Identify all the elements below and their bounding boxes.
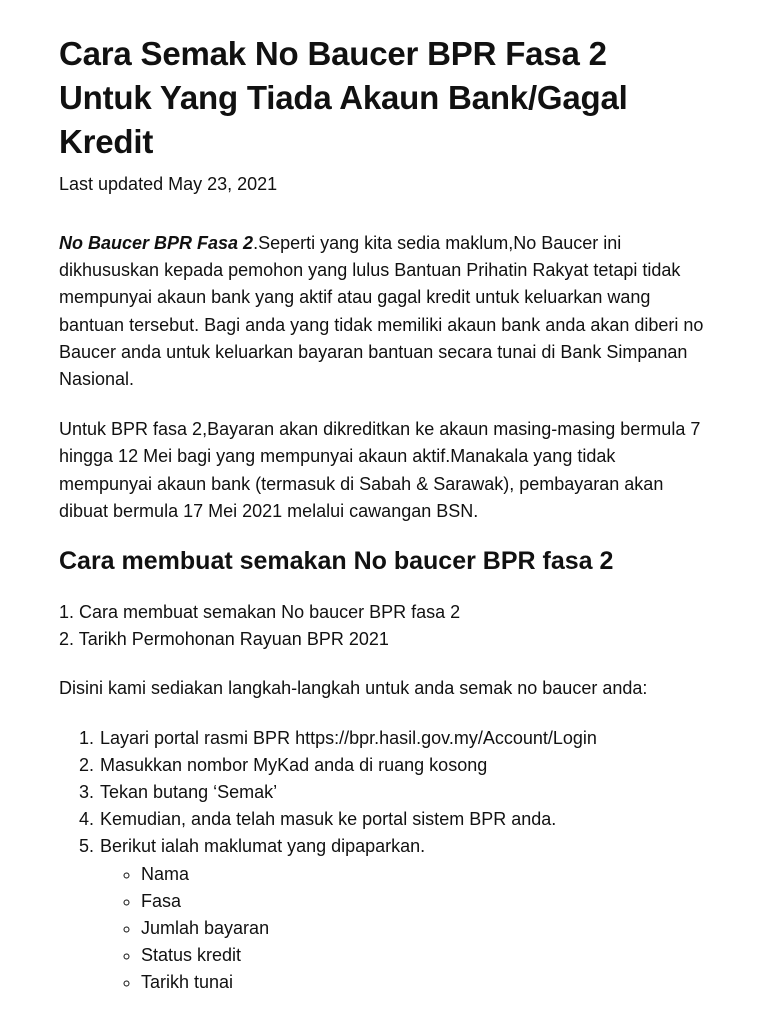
toc-item: 1. Cara membuat semakan No baucer BPR fasa 2 — [59, 602, 461, 623]
payment-paragraph: Untuk BPR fasa 2,Bayaran akan dikreditkan ke akaun masing-masing bermula 7 hingga 12 Mei bagi yang mempunyai akaun aktif.Manakala yang tidak mempunyai akaun bank (termasuk di Sabah & Sarawak), pembayaran akan dibuat bermula 17 Mei 2021 melalui cawangan BSN. — [59, 419, 701, 521]
steps-intro: Disini kami sediakan langkah-langkah untuk anda semak no baucer anda: — [59, 678, 648, 699]
intro-bold-phrase: No Baucer BPR Fasa 2 — [59, 233, 254, 253]
section-heading: Cara membuat semakan No baucer BPR fasa 2 — [59, 547, 614, 576]
sub-item: ◦ Nama — [141, 861, 708, 888]
step-item — [99, 752, 708, 779]
step-text: Berikut ialah maklumat yang dipaparkan. — [100, 836, 426, 857]
sub-item: ◦ Fasa — [141, 888, 708, 915]
intro-paragraph-text: .Seperti yang kita sedia maklum,No Baucer ini dikhususkan kepada pemohon yang lulus Bantuan Prihatin Rakyat tetapi tidak mempunyai akaun bank yang aktif atau gagal kredit untuk keluarkan wang bantuan tersebut. Bagi anda yang tidak memiliki akaun bank anda akan diberi no Baucer anda untuk keluarkan bayaran bantuan secara tunai di Bank Simpanan Nasional. — [59, 233, 704, 390]
article-title: Cara Semak No Baucer BPR Fasa 2 Untuk Yang Tiada Akaun Bank/Gagal Kredit — [59, 35, 628, 160]
steps-list — [59, 725, 708, 997]
info-sub-list — [100, 861, 708, 997]
sub-item: ◦ Status kredit — [141, 942, 708, 969]
step-text: Masukkan nombor MyKad anda di ruang kosong — [100, 754, 488, 775]
step-text: Tekan butang ‘Semak’ — [100, 782, 278, 803]
step-item — [99, 806, 708, 833]
sub-item: ◦ Jumlah bayaran — [141, 915, 708, 942]
toc-item: 2. Tarikh Permohonan Rayuan BPR 2021 — [59, 629, 389, 650]
step-item — [99, 833, 708, 996]
step-text: Kemudian, anda telah masuk ke portal sistem BPR anda. — [100, 809, 557, 830]
last-updated: Last updated May 23, 2021 — [59, 174, 278, 194]
step-item — [99, 779, 708, 806]
table-of-contents — [59, 599, 708, 653]
step-item — [99, 725, 708, 752]
intro-paragraph — [59, 230, 708, 393]
sub-item: ◦ Tarikh tunai — [141, 969, 708, 996]
step-text: Layari portal rasmi BPR https://bpr.hasil.gov.my/Account/Login — [100, 727, 597, 748]
